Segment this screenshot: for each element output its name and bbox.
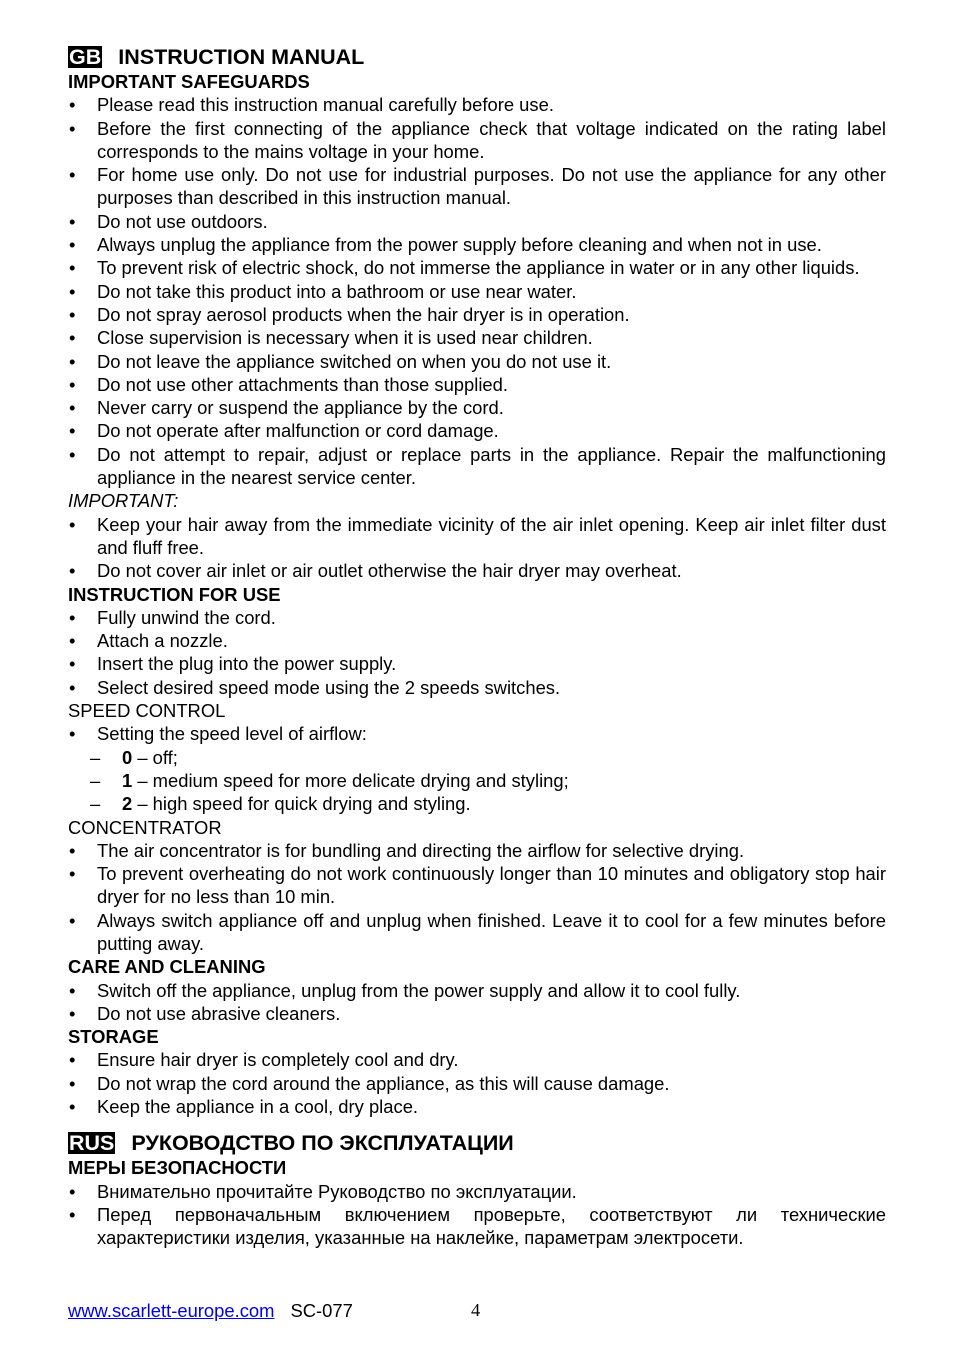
gb-care-list [68, 979, 886, 1026]
list-item: • Do not use other attachments than those supplied. [68, 373, 886, 396]
list-item: • Attach a nozzle. [68, 629, 886, 652]
gb-safeguards-list [68, 93, 886, 489]
list-item: • Fully unwind the cord. [68, 606, 886, 629]
speed-description: – high speed for quick drying and styling. [132, 793, 471, 815]
list-item: • Do not use abrasive cleaners. [68, 1002, 886, 1025]
rus-safeguards-heading: МЕРЫ БЕЗОПАСНОСТИ [68, 1157, 287, 1179]
model-number: SC-077 [290, 1300, 353, 1321]
gb-concentrator-list [68, 839, 886, 955]
list-item: • Select desired speed mode using the 2 speeds switches. [68, 676, 886, 699]
rus-safeguards-list [68, 1180, 886, 1250]
list-item: • Keep the appliance in a cool, dry place. [68, 1095, 886, 1118]
gb-storage-list [68, 1048, 886, 1118]
list-item: • Please read this instruction manual carefully before use. [68, 93, 886, 116]
list-item: • For home use only. Do not use for industrial purposes. Do not use the appliance for any other purposes than described in this instruction manual. [68, 163, 886, 210]
list-item: • To prevent overheating do not work continuously longer than 10 minutes and obligatory stop hair dryer for no less than 10 min. [68, 862, 886, 909]
gb-speed-levels [68, 746, 886, 816]
page-footer [68, 1299, 886, 1323]
speed-description: – off; [132, 746, 178, 768]
gb-safeguards-heading: IMPORTANT SAFEGUARDS [68, 71, 310, 92]
gb-important-list [68, 513, 886, 583]
page-number: 4 [471, 1300, 481, 1320]
speed-description: – medium speed for more delicate drying and styling; [132, 769, 569, 791]
list-item: • The air concentrator is for bundling and directing the airflow for selective drying. [68, 839, 886, 862]
gb-speed-heading: SPEED CONTROL [68, 700, 226, 722]
rus-language-tag: RUS [69, 1131, 115, 1156]
speed-number: 0 [122, 746, 133, 768]
website-link[interactable]: www.scarlett-europe.com [68, 1300, 275, 1321]
gb-language-tag: GB [69, 45, 102, 69]
list-item: • Setting the speed level of airflow: [68, 722, 886, 745]
list-item: • Close supervision is necessary when it is used near children. [68, 326, 886, 349]
list-item: • Never carry or suspend the appliance by the cord. [68, 396, 886, 419]
dash-marker: – [90, 793, 101, 815]
list-item: • Do not leave the appliance switched on when you do not use it. [68, 350, 886, 373]
dash-marker: – [90, 769, 101, 791]
list-item: • Always unplug the appliance from the power supply before cleaning and when not in use. [68, 233, 886, 256]
list-item: • Do not wrap the cord around the appliance, as this will cause damage. [68, 1072, 886, 1095]
list-item: • Перед первоначальным включением проверьте, соответствуют ли технические характеристики изделия, указанные на наклейке, параметрам электросети. [68, 1203, 886, 1250]
gb-use-list [68, 606, 886, 699]
speed-level-item [68, 792, 886, 815]
gb-care-heading: CARE AND CLEANING [68, 956, 266, 978]
list-item: • Always switch appliance off and unplug when finished. Leave it to cool for a few minutes before putting away. [68, 909, 886, 956]
rus-title-row [68, 1130, 886, 1156]
speed-number: 2 [122, 793, 133, 815]
list-item: • Ensure hair dryer is completely cool and dry. [68, 1048, 886, 1071]
manual-page [68, 44, 886, 1250]
list-item: • Do not take this product into a bathroom or use near water. [68, 280, 886, 303]
rus-title: РУКОВОДСТВО ПО ЭКСПЛУАТАЦИИ [131, 1131, 514, 1156]
list-item: • Do not attempt to repair, adjust or replace parts in the appliance. Repair the malfunctioning appliance in the nearest service center. [68, 443, 886, 490]
list-item: • Do not spray aerosol products when the hair dryer is in operation. [68, 303, 886, 326]
gb-use-heading: INSTRUCTION FOR USE [68, 583, 281, 605]
list-item: • Keep your hair away from the immediate vicinity of the air inlet opening. Keep air inlet filter dust and fluff free. [68, 513, 886, 560]
gb-important-label: IMPORTANT: [68, 490, 179, 512]
speed-level-item [68, 746, 886, 769]
list-item: • Insert the plug into the power supply. [68, 652, 886, 675]
gb-title: INSTRUCTION MANUAL [118, 45, 365, 69]
dash-marker: – [90, 746, 101, 768]
list-item: • Внимательно прочитайте Руководство по эксплуатации. [68, 1180, 886, 1203]
list-item: • To prevent risk of electric shock, do not immerse the appliance in water or in any other liquids. [68, 256, 886, 279]
list-item: • Before the first connecting of the appliance check that voltage indicated on the rating label corresponds to the mains voltage in your home. [68, 117, 886, 164]
speed-level-item [68, 769, 886, 792]
list-item: • Do not cover air inlet or air outlet otherwise the hair dryer may overheat. [68, 559, 886, 582]
gb-concentrator-heading: CONCENTRATOR [68, 816, 222, 838]
list-item: • Do not use outdoors. [68, 210, 886, 233]
gb-speed-list [68, 722, 886, 745]
list-item: • Do not operate after malfunction or cord damage. [68, 419, 886, 442]
gb-title-row [68, 44, 886, 70]
speed-number: 1 [122, 769, 133, 791]
list-item: • Switch off the appliance, unplug from the power supply and allow it to cool fully. [68, 979, 886, 1002]
gb-storage-heading: STORAGE [68, 1026, 159, 1048]
